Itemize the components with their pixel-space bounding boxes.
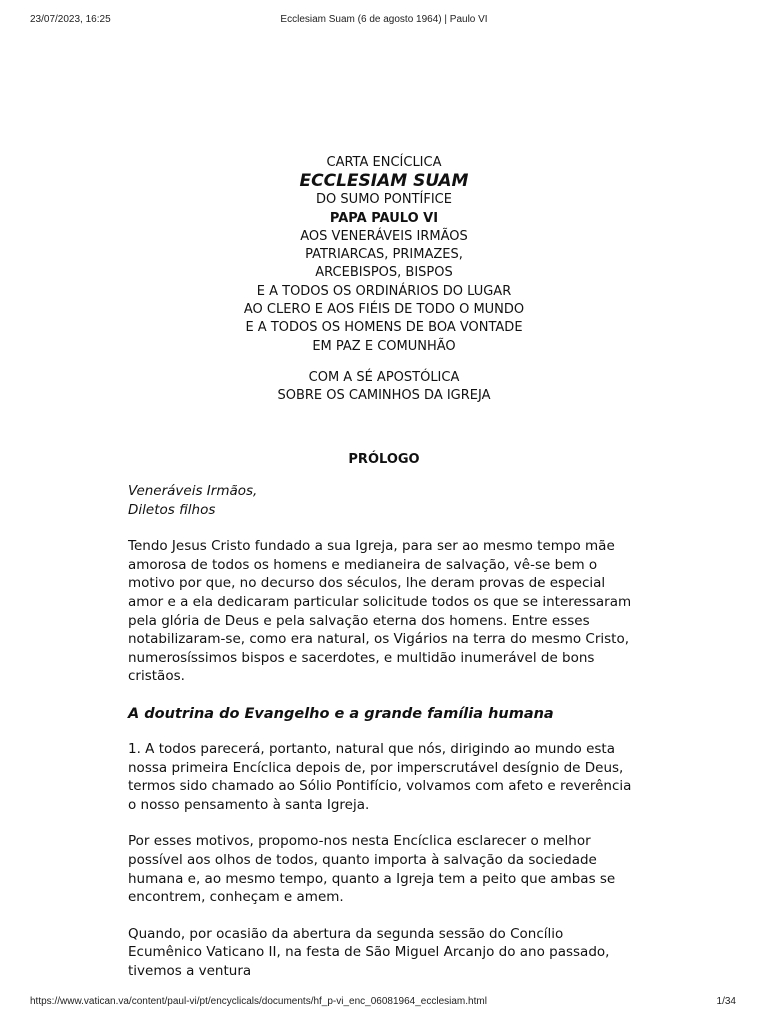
prologue-paragraph: Tendo Jesus Cristo fundado a sua Igreja, para ser ao mesmo tempo mãe amorosa de todos os homens e medianeira de salvação, vê-se bem o motivo por que, no decurso dos séculos, lhe deram provas de especial amor e a ela dedicaram particular solicitude todos os que se interessaram pela glória de Deus e pela salvação eterna dos homens. Entre esses notabilizaram-se, como era natural, os Vigários na terra do mesmo Cristo, numerosíssimos bispos e sacerdotes, e multidão inumerável de bons cristãos. (128, 538, 632, 685)
salutation (128, 482, 638, 519)
addressee-line: PATRIARCAS, PRIMAZES, (305, 247, 463, 263)
addressee-line: ARCEBISPOS, BISPOS (315, 265, 453, 281)
pope-name: PAPA PAULO VI (329, 210, 439, 226)
encyclical-title-block (0, 154, 768, 406)
prologue-heading: PRÓLOGO (348, 452, 420, 467)
section-paragraph-2: Por esses motivos, propomo-nos nesta Encíclica esclarecer o melhor possível aos olhos de todos, quanto importa à salvação da sociedade humana e, ao mesmo tempo, quanto a Igreja tem a peito que ambas se encontrem, conheçam e amem. (128, 833, 616, 906)
print-url: https://www.vatican.va/content/paul-vi/pt/encyclicals/documents/hf_p-vi_enc_06081964_ecclesiam.html (30, 996, 487, 1007)
print-page-title: Ecclesiam Suam (6 de agosto 1964) | Paulo VI (280, 14, 488, 25)
print-datetime: 23/07/2023, 16:25 (30, 14, 111, 25)
carta-enciclica-label: CARTA ENCÍCLICA (326, 155, 442, 170)
pontifice-label: DO SUMO PONTÍFICE (316, 192, 452, 208)
addressee-line: AOS VENERÁVEIS IRMÃOS (300, 228, 468, 244)
salutation-line-2: Diletos filhos (128, 501, 216, 518)
section-paragraph-3: Quando, por ocasião da abertura da segunda sessão do Concílio Ecumênico Vaticano II, na festa de São Miguel Arcanjo do ano passado, tivemos a ventura (128, 925, 610, 979)
section-paragraph-1: 1. A todos parecerá, portanto, natural que nós, dirigindo ao mundo esta nossa primeira Encíclica depois de, por imperscrutável desígnio de Deus, termos sido chamado ao Sólio Pontifício, volvamos com afeto e reverência o nosso pensamento à santa Igreja. (128, 740, 632, 813)
addressee-line: E A TODOS OS HOMENS DE BOA VONTADE (245, 320, 523, 336)
print-page-number: 1/34 (716, 996, 736, 1007)
addressee-line: E A TODOS OS ORDINÁRIOS DO LUGAR (256, 283, 512, 299)
salutation-line-1: Veneráveis Irmãos, (128, 483, 258, 499)
section-heading: A doutrina do Evangelho e a grande família humana (128, 705, 554, 722)
subject-line: SOBRE OS CAMINHOS DA IGREJA (277, 388, 491, 404)
addressee-line: AO CLERO E AOS FIÉIS DE TODO O MUNDO (243, 302, 525, 318)
encyclical-name: ECCLESIAM SUAM (299, 171, 469, 192)
addressee-line: EM PAZ E COMUNHÃO (312, 338, 456, 354)
subject-line: COM A SÉ APOSTÓLICA (308, 369, 460, 385)
document-body (128, 482, 638, 998)
